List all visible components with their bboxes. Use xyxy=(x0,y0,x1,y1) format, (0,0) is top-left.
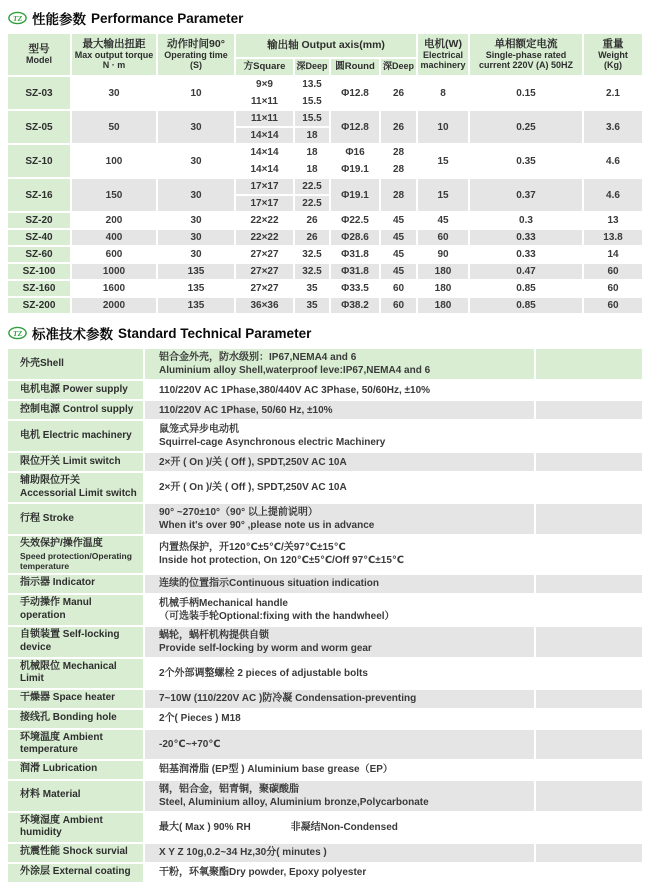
parameter-label: 指示器 Indicator xyxy=(8,575,143,593)
sub-cell: 14×14 xyxy=(236,145,293,160)
motor-cell: 10 xyxy=(418,111,468,143)
parameter-label: 电机 Electric machinery xyxy=(8,421,143,451)
parameter-row xyxy=(8,781,642,811)
square-cell xyxy=(236,179,293,211)
motor-cell: 180 xyxy=(418,264,468,279)
empty-cell xyxy=(536,536,642,573)
weight-cell: 4.6 xyxy=(584,179,642,211)
header-output-axis: 输出轴 Output axis(mm) xyxy=(236,34,416,57)
parameter-value: 鼠笼式异步电动机 Squirrel-cage Asynchronous electric Machinery xyxy=(145,421,534,451)
parameter-row xyxy=(8,627,642,657)
parameter-label: 失效保护/操作温度 Speed protection/Operating temperature xyxy=(8,536,143,573)
empty-cell xyxy=(536,690,642,708)
motor-cell: 15 xyxy=(418,145,468,177)
parameter-row xyxy=(8,710,642,728)
weight-cell: 2.1 xyxy=(584,77,642,109)
header-square: 方Square xyxy=(236,59,293,75)
parameter-value: 2×开 ( On )/关 ( Off ), SPDT,250V AC 10A xyxy=(145,473,534,502)
parameter-value: X Y Z 10g,0.2~34 Hz,30分( minutes ) xyxy=(145,844,534,862)
empty-cell xyxy=(536,813,642,842)
parameter-row xyxy=(8,381,642,399)
motor-cell: 15 xyxy=(418,179,468,211)
empty-cell xyxy=(536,710,642,728)
parameter-row xyxy=(8,349,642,379)
round-cell: Φ31.8 xyxy=(331,247,379,262)
parameter-label: 电机电源 Power supply xyxy=(8,381,143,399)
empty-cell xyxy=(536,844,642,862)
empty-cell xyxy=(536,349,642,379)
performance-section-title xyxy=(8,8,642,28)
parameter-label: 外壳Shell xyxy=(8,349,143,379)
round-cell: Φ31.8 xyxy=(331,264,379,279)
parameter-value: 内置热保护，开120℃±5℃/关97℃±15℃ Inside hot protection, On 120℃±5℃/Off 97℃±15℃ xyxy=(145,536,534,573)
round-deep-cell: 45 xyxy=(381,264,416,279)
current-cell: 0.47 xyxy=(470,264,582,279)
model-cell: SZ-05 xyxy=(8,111,70,143)
round-cell: Φ12.8 xyxy=(331,111,379,143)
header-round: 圆Round xyxy=(331,59,379,75)
table-row-SZ-60 xyxy=(8,247,642,262)
svg-text:TZ: TZ xyxy=(13,14,23,23)
current-cell: 0.35 xyxy=(470,145,582,177)
parameter-value: -20℃~+70℃ xyxy=(145,730,534,759)
sub-cell: 13.5 xyxy=(295,77,329,92)
square-cell: 27×27 xyxy=(236,264,293,279)
parameter-label: 接线孔 Bonding hole xyxy=(8,710,143,728)
model-cell: SZ-100 xyxy=(8,264,70,279)
sub-cell: 9×9 xyxy=(236,77,293,92)
motor-cell: 180 xyxy=(418,281,468,296)
parameter-row xyxy=(8,575,642,593)
parameter-value: 110/220V AC 1Phase, 50/60 Hz, ±10% xyxy=(145,401,534,419)
square-cell: 27×27 xyxy=(236,247,293,262)
sub-cell: 18 xyxy=(295,128,329,143)
square-cell: 36×36 xyxy=(236,298,293,313)
parameter-value: 110/220V AC 1Phase,380/440V AC 3Phase, 50/60Hz, ±10% xyxy=(145,381,534,399)
square-cell xyxy=(236,77,293,109)
round-cell: Φ38.2 xyxy=(331,298,379,313)
square-cell xyxy=(236,145,293,177)
parameter-label: 润滑 Lubrication xyxy=(8,761,143,779)
torque-cell: 600 xyxy=(72,247,156,262)
empty-cell xyxy=(536,401,642,419)
current-cell: 0.85 xyxy=(470,281,582,296)
header-max-output-torque: 最大输出扭距 Max output torque N · m xyxy=(72,34,156,75)
weight-cell: 60 xyxy=(584,298,642,313)
model-cell: SZ-60 xyxy=(8,247,70,262)
time-cell: 135 xyxy=(158,264,234,279)
table-row-SZ-03 xyxy=(8,77,642,109)
standard-title-zh: 标准技术参数 xyxy=(32,327,113,342)
parameter-value: 2×开 ( On )/关 ( Off ), SPDT,250V AC 10A xyxy=(145,453,534,471)
svg-text:TZ: TZ xyxy=(13,329,23,338)
round-cell xyxy=(331,145,379,177)
brand-logo-icon xyxy=(8,11,27,25)
round-cell: Φ19.1 xyxy=(331,179,379,211)
sub-cell: 22.5 xyxy=(295,196,329,211)
square-deep-cell: 35 xyxy=(295,298,329,313)
parameter-value: 铝基润滑脂 (EP型 ) Aluminium base grease（EP） xyxy=(145,761,534,779)
motor-cell: 180 xyxy=(418,298,468,313)
parameter-label: 材料 Material xyxy=(8,781,143,811)
round-cell: Φ28.6 xyxy=(331,230,379,245)
motor-cell: 8 xyxy=(418,77,468,109)
parameter-label: 辅助限位开关 Accessorial Limit switch xyxy=(8,473,143,502)
model-cell: SZ-16 xyxy=(8,179,70,211)
square-cell xyxy=(236,111,293,143)
parameter-value: 2个( Pieces ) M18 xyxy=(145,710,534,728)
square-deep-cell: 26 xyxy=(295,213,329,228)
sub-cell: 15.5 xyxy=(295,94,329,109)
table-row-SZ-100 xyxy=(8,264,642,279)
weight-cell: 13.8 xyxy=(584,230,642,245)
round-deep-cell: 60 xyxy=(381,298,416,313)
model-cell: SZ-20 xyxy=(8,213,70,228)
weight-cell: 14 xyxy=(584,247,642,262)
current-cell: 0.33 xyxy=(470,247,582,262)
time-cell: 30 xyxy=(158,111,234,143)
table-row-SZ-160 xyxy=(8,281,642,296)
torque-cell: 2000 xyxy=(72,298,156,313)
square-deep-cell xyxy=(295,77,329,109)
standard-title-en: Standard Technical Parameter xyxy=(118,325,312,341)
current-cell: 0.3 xyxy=(470,213,582,228)
header-model: 型号 Model xyxy=(8,34,70,75)
square-deep-cell xyxy=(295,111,329,143)
parameter-value: 7~10W (110/220V AC )防冷凝 Condensation-preventing xyxy=(145,690,534,708)
sub-cell: 17×17 xyxy=(236,179,293,194)
time-cell: 30 xyxy=(158,213,234,228)
model-cell: SZ-200 xyxy=(8,298,70,313)
torque-cell: 400 xyxy=(72,230,156,245)
parameter-value: 干粉，环氧聚酯Dry powder, Epoxy polyester xyxy=(145,864,534,882)
table-row-SZ-40 xyxy=(8,230,642,245)
parameter-value: 90° ~270±10°（90° 以上提前说明） When it's over 90° ,please note us in advance xyxy=(145,504,534,534)
parameter-label: 环境湿度 Ambient humidity xyxy=(8,813,143,842)
sub-cell: 28 xyxy=(381,145,416,160)
table-row-SZ-10 xyxy=(8,145,642,177)
model-cell: SZ-03 xyxy=(8,77,70,109)
parameter-row xyxy=(8,453,642,471)
parameter-row xyxy=(8,690,642,708)
torque-cell: 50 xyxy=(72,111,156,143)
parameter-row xyxy=(8,659,642,688)
current-cell: 0.37 xyxy=(470,179,582,211)
empty-cell xyxy=(536,473,642,502)
standard-table xyxy=(8,349,642,882)
torque-cell: 100 xyxy=(72,145,156,177)
empty-cell xyxy=(536,781,642,811)
table-row-SZ-05 xyxy=(8,111,642,143)
parameter-row xyxy=(8,504,642,534)
square-deep-cell: 32.5 xyxy=(295,247,329,262)
sub-cell: 15.5 xyxy=(295,111,329,126)
parameter-row xyxy=(8,401,642,419)
round-deep-cell: 28 xyxy=(381,179,416,211)
square-deep-cell xyxy=(295,145,329,177)
weight-cell: 13 xyxy=(584,213,642,228)
weight-cell: 60 xyxy=(584,281,642,296)
performance-table-body xyxy=(8,77,642,313)
parameter-value: 2个外部调整螺栓 2 pieces of adjustable bolts xyxy=(145,659,534,688)
table-row-SZ-200 xyxy=(8,298,642,313)
empty-cell xyxy=(536,381,642,399)
square-deep-cell xyxy=(295,179,329,211)
parameter-value: 钢，铝合金，铝青铜，聚碳酸脂 Steel, Aluminium alloy, Aluminium bronze,Polycarbonate xyxy=(145,781,534,811)
torque-cell: 1600 xyxy=(72,281,156,296)
parameter-row xyxy=(8,813,642,842)
sub-cell: 18 xyxy=(295,162,329,177)
table-row-SZ-16 xyxy=(8,179,642,211)
round-deep-cell: 60 xyxy=(381,281,416,296)
empty-cell xyxy=(536,453,642,471)
performance-table xyxy=(8,34,642,313)
time-cell: 30 xyxy=(158,247,234,262)
table-row-SZ-20 xyxy=(8,213,642,228)
header-operating-time: 动作时间90° Operating time (S) xyxy=(158,34,234,75)
sub-cell: 22.5 xyxy=(295,179,329,194)
empty-cell xyxy=(536,864,642,882)
empty-cell xyxy=(536,504,642,534)
sub-cell: 11×11 xyxy=(236,111,293,126)
performance-table-header xyxy=(8,34,642,75)
parameter-label: 外涂层 External coating xyxy=(8,864,143,882)
weight-cell: 3.6 xyxy=(584,111,642,143)
model-cell: SZ-10 xyxy=(8,145,70,177)
parameter-row xyxy=(8,730,642,759)
torque-cell: 30 xyxy=(72,77,156,109)
header-weight: 重量 Weight (Kg) xyxy=(584,34,642,75)
square-deep-cell: 35 xyxy=(295,281,329,296)
parameter-label: 行程 Stroke xyxy=(8,504,143,534)
round-deep-cell: 26 xyxy=(381,111,416,143)
model-cell: SZ-40 xyxy=(8,230,70,245)
parameter-label: 限位开关 Limit switch xyxy=(8,453,143,471)
torque-cell: 1000 xyxy=(72,264,156,279)
empty-cell xyxy=(536,730,642,759)
performance-title-zh: 性能参数 xyxy=(32,12,86,27)
motor-cell: 45 xyxy=(418,213,468,228)
parameter-label: 手动操作 Manul operation xyxy=(8,595,143,625)
sub-cell: 28 xyxy=(381,162,416,177)
parameter-value: 铝合金外壳，防水级别：IP67,NEMA4 and 6 Aluminium alloy Shell,waterproof leve:IP67,NEMA4 and 6 xyxy=(145,349,534,379)
time-cell: 30 xyxy=(158,179,234,211)
parameter-row xyxy=(8,473,642,502)
header-electrical-machinery: 电机(W) Electrical machinery xyxy=(418,34,468,75)
time-cell: 135 xyxy=(158,281,234,296)
empty-cell xyxy=(536,575,642,593)
weight-cell: 4.6 xyxy=(584,145,642,177)
sub-cell: Φ16 xyxy=(331,145,379,160)
round-deep-cell: 45 xyxy=(381,247,416,262)
parameter-label: 自锁装置 Self-locking device xyxy=(8,627,143,657)
parameter-value: 蜗轮，蜗杆机构提供自锁 Provide self-locking by worm and worm gear xyxy=(145,627,534,657)
torque-cell: 200 xyxy=(72,213,156,228)
round-deep-cell xyxy=(381,145,416,177)
header-rated-current: 单相额定电流 Single-phase rated current 220V (A) 50HZ xyxy=(470,34,582,75)
standard-section-title xyxy=(8,323,642,343)
empty-cell xyxy=(536,659,642,688)
empty-cell xyxy=(536,627,642,657)
round-cell: Φ33.5 xyxy=(331,281,379,296)
square-cell: 22×22 xyxy=(236,213,293,228)
parameter-label: 控制电源 Control supply xyxy=(8,401,143,419)
torque-cell: 150 xyxy=(72,179,156,211)
sub-cell: 14×14 xyxy=(236,128,293,143)
parameter-row xyxy=(8,844,642,862)
brand-logo-icon xyxy=(8,326,27,340)
weight-cell: 60 xyxy=(584,264,642,279)
current-cell: 0.33 xyxy=(470,230,582,245)
model-cell: SZ-160 xyxy=(8,281,70,296)
parameter-row xyxy=(8,536,642,573)
current-cell: 0.15 xyxy=(470,77,582,109)
sub-cell: 17×17 xyxy=(236,196,293,211)
parameter-row xyxy=(8,595,642,625)
parameter-row xyxy=(8,761,642,779)
parameter-value: 最大( Max ) 90% RH 非凝结Non-Condensed xyxy=(145,813,534,842)
header-deep-square: 深Deep xyxy=(295,59,329,75)
empty-cell xyxy=(536,761,642,779)
time-cell: 30 xyxy=(158,230,234,245)
square-cell: 22×22 xyxy=(236,230,293,245)
time-cell: 10 xyxy=(158,77,234,109)
square-cell: 27×27 xyxy=(236,281,293,296)
parameter-label: 机械限位 Mechanical Limit xyxy=(8,659,143,688)
round-deep-cell: 45 xyxy=(381,230,416,245)
parameter-label: 干燥器 Space heater xyxy=(8,690,143,708)
round-cell: Φ12.8 xyxy=(331,77,379,109)
sub-cell: 14×14 xyxy=(236,162,293,177)
round-cell: Φ22.5 xyxy=(331,213,379,228)
time-cell: 135 xyxy=(158,298,234,313)
motor-cell: 60 xyxy=(418,230,468,245)
performance-title-en: Performance Parameter xyxy=(91,10,244,26)
parameter-value: 连续的位置指示Continuous situation indication xyxy=(145,575,534,593)
sub-cell: Φ19.1 xyxy=(331,162,379,177)
parameter-row xyxy=(8,864,642,882)
round-deep-cell: 26 xyxy=(381,77,416,109)
square-deep-cell: 32.5 xyxy=(295,264,329,279)
motor-cell: 90 xyxy=(418,247,468,262)
sub-cell: 11×11 xyxy=(236,94,293,109)
parameter-value: 机械手柄Mechanical handle （可选装手轮Optional:fixing with the handwheel） xyxy=(145,595,534,625)
empty-cell xyxy=(536,421,642,451)
current-cell: 0.85 xyxy=(470,298,582,313)
parameter-label: 环境温度 Ambient temperature xyxy=(8,730,143,759)
square-deep-cell: 26 xyxy=(295,230,329,245)
parameter-label: 抗震性能 Shock survial xyxy=(8,844,143,862)
empty-cell xyxy=(536,595,642,625)
round-deep-cell: 45 xyxy=(381,213,416,228)
sub-cell: 18 xyxy=(295,145,329,160)
time-cell: 30 xyxy=(158,145,234,177)
header-deep-round: 深Deep xyxy=(381,59,416,75)
parameter-row xyxy=(8,421,642,451)
current-cell: 0.25 xyxy=(470,111,582,143)
